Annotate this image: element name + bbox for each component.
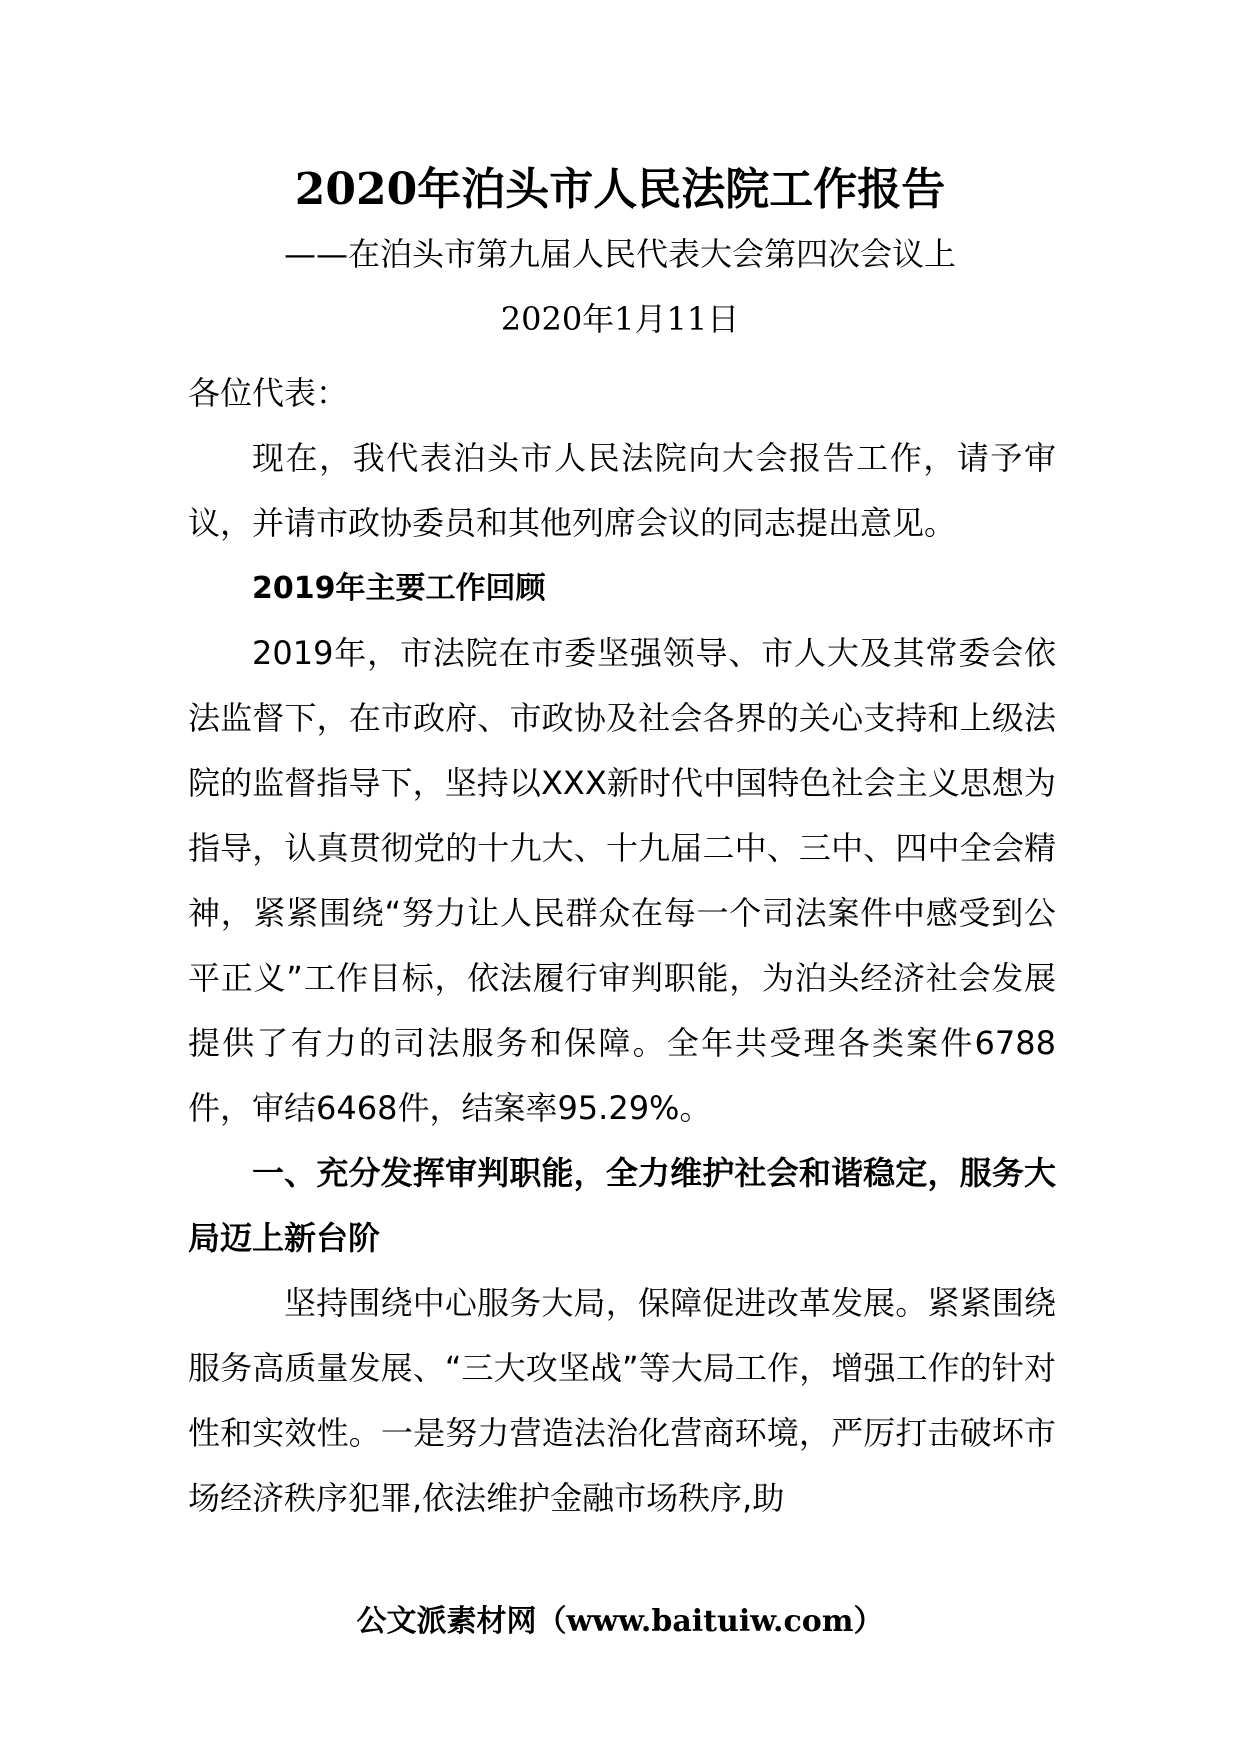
document-subtitle: ——在泊头市第九届人民代表大会第四次会议上 [283,235,956,273]
section1-heading: 一、充分发挥审判职能，全力维护社会和谐稳定，服务大局迈上新台阶 [188,1154,1056,1257]
intro-paragraph: 现在，我代表泊头市人民法院向大会报告工作，请予审议，并请市政协委员和其他列席会议的同志提出意见。 [188,439,1056,542]
review-heading: 2019年主要工作回顾 [252,571,546,606]
document-date: 2020年1月11日 [500,300,740,338]
section1-paragraph: 坚持围绕中心服务大局，保障促进改革发展。紧紧围绕服务高质量发展、“三大攻坚战”等大局工作，增强工作的针对性和实效性。一是努力营造法治化营商环境，严厉打击破坏市场经济秩序犯罪,依法维护金融市场秩序,助 [188,1284,1056,1517]
footer-watermark: 公文派素材网（www.baituiw.com） [356,1604,884,1639]
document-title: 2020年泊头市人民法院工作报告 [294,164,946,215]
review-paragraph: 2019年，市法院在市委坚强领导、市人大及其常委会依法监督下，在市政府、市政协及社会各界的关心支持和上级法院的监督指导下，坚持以XXX新时代中国特色社会主义思想为指导，认真贯彻党的十九大、十九届二中、三中、四中全会精神，紧紧围绕“努力让人民群众在每一个司法案件中感受到公平正义”工作目标，依法履行审判职能，为泊头经济社会发展提供了有力的司法服务和保障。全年共受理各类案件6788件，审结6468件，结案率95.29%。 [188,634,1056,1127]
document-body [188,361,1056,1531]
salutation: 各位代表： [188,374,349,412]
